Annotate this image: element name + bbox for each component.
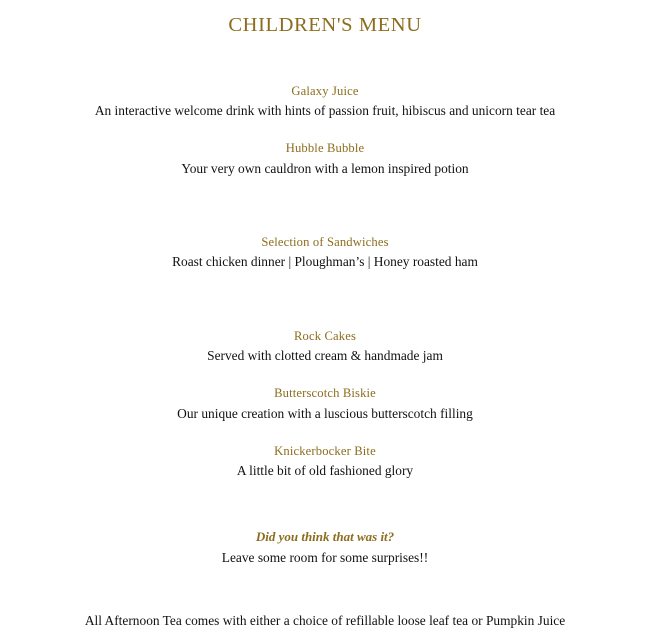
menu-item bbox=[0, 233, 650, 272]
page-title: CHILDREN'S MENU bbox=[228, 14, 422, 36]
footer-note: All Afternoon Tea comes with either a choice of refillable loose leaf tea or Pumpkin Juice bbox=[84, 613, 566, 628]
menu-item-name: Hubble Bubble bbox=[285, 141, 365, 156]
menu-item-name: Rock Cakes bbox=[293, 328, 356, 343]
teaser-description: Leave some room for some surprises!! bbox=[221, 549, 429, 565]
menu-item-name: Galaxy Juice bbox=[291, 83, 359, 98]
menu-item-name: Knickerbocker Bite bbox=[274, 444, 376, 459]
course-group-sweets bbox=[0, 327, 650, 481]
menu-item bbox=[0, 327, 650, 366]
menu-item bbox=[0, 442, 650, 481]
teaser-block bbox=[0, 528, 650, 567]
menu-item-name: Selection of Sandwiches bbox=[261, 234, 389, 249]
menu-item bbox=[0, 139, 650, 178]
menu-item-description: An interactive welcome drink with hints of passion fruit, hibiscus and unicorn tear tea bbox=[94, 102, 556, 118]
course-group-drinks bbox=[0, 82, 650, 178]
course-group-savoury bbox=[0, 233, 650, 272]
menu-item-description: A little bit of old fashioned glory bbox=[236, 463, 414, 479]
menu-item-description: Our unique creation with a luscious butterscotch filling bbox=[177, 405, 473, 421]
teaser-title: Did you think that was it? bbox=[255, 528, 395, 544]
menu-item-description: Roast chicken dinner | Ploughman’s | Honey roasted ham bbox=[172, 254, 478, 270]
menu-item bbox=[0, 82, 650, 121]
menu-item-name: Butterscotch Biskie bbox=[274, 386, 376, 401]
menu-item bbox=[0, 384, 650, 423]
menu-item-description: Served with clotted cream & handmade jam bbox=[207, 347, 443, 363]
menu-item-description: Your very own cauldron with a lemon inspired potion bbox=[181, 160, 469, 176]
